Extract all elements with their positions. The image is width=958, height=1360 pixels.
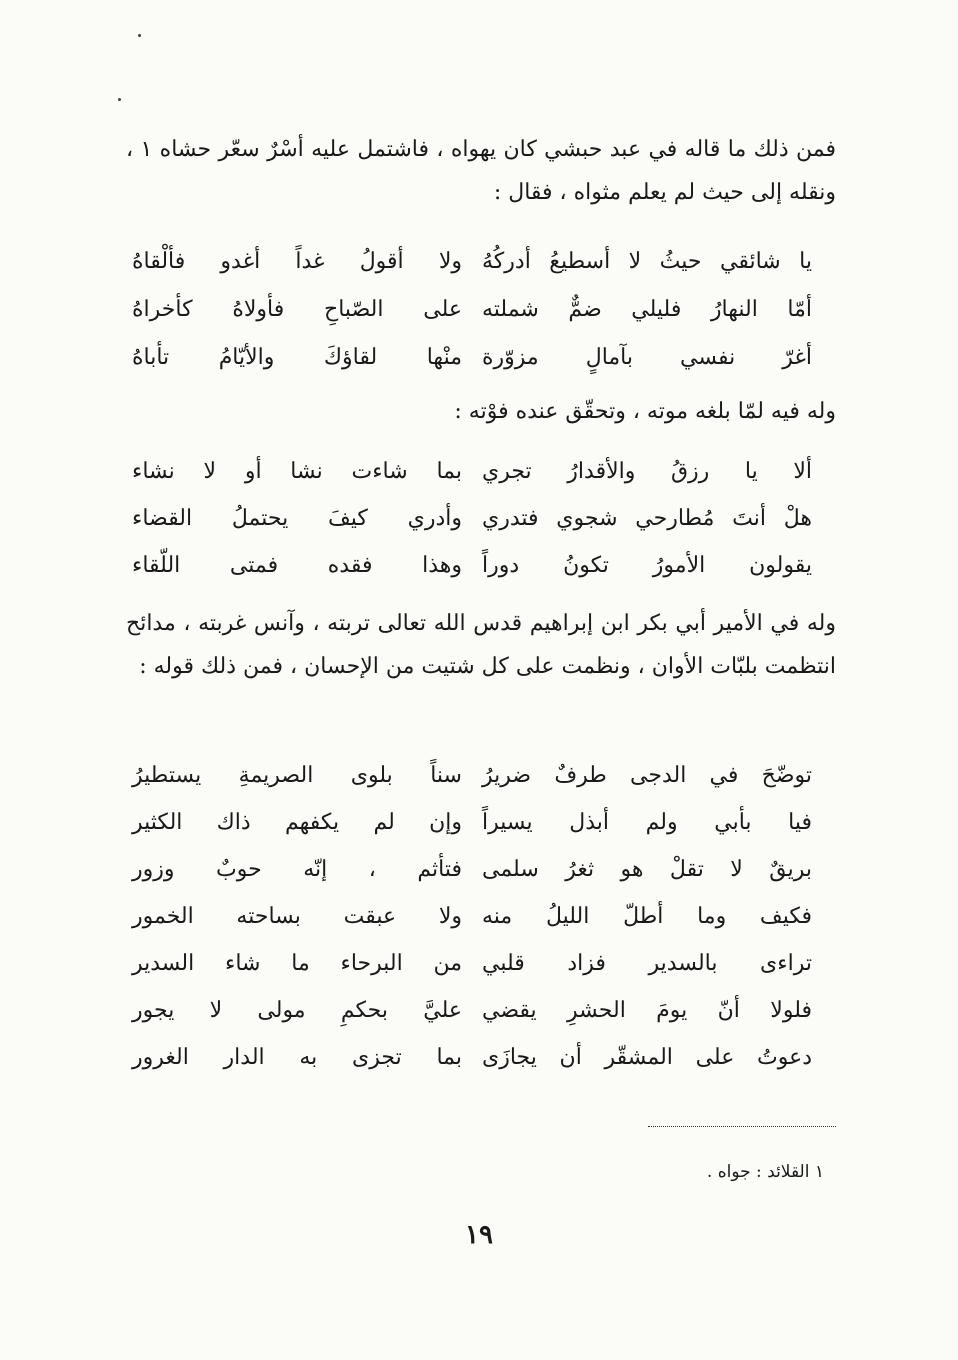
second-hemistich: عليَّ بحكمِ مولى لا يجور xyxy=(132,998,462,1023)
first-hemistich: ألا يا رزقُ والأقدارُ تجري xyxy=(482,459,812,484)
first-hemistich: بريقٌ لا تقلْ هو ثغرُ سلمى xyxy=(482,857,812,882)
first-hemistich: تراءى بالسدير فزاد قلبي xyxy=(482,951,812,976)
verse-line xyxy=(132,448,812,495)
first-hemistich: توضّحَ في الدجى طرفٌ ضريرُ xyxy=(482,763,812,788)
second-hemistich: منْها لقاؤكَ والأيّامُ تأباهُ xyxy=(132,345,462,370)
verse-line xyxy=(132,752,812,799)
second-hemistich: بما شاءت نشا أو لا نشاء xyxy=(132,459,462,484)
first-hemistich: دعوتُ على المشقّر أن يجازَى xyxy=(482,1045,812,1070)
first-hemistich: يقولون الأمورُ تكونُ دوراً xyxy=(482,553,812,578)
scan-speck xyxy=(138,34,141,37)
first-hemistich: فيا بأبي ولم أبذل يسيراً xyxy=(482,810,812,835)
footnote-divider xyxy=(648,1126,836,1127)
verse-line xyxy=(132,893,812,940)
first-hemistich: يا شائقي حيثُ لا أسطيعُ أدركُهُ xyxy=(482,249,812,274)
page-number: ١٩ xyxy=(465,1220,493,1250)
second-hemistich: سناً بلوى الصريمةِ يستطيرُ xyxy=(132,763,462,788)
intro-paragraph: فمن ذلك ما قاله في عبد حبشي كان يهواه ، فاشتمل عليه أسْرٌ سعّر حشاه ١ ، ونقله إلى حيث لم يعلم مثواه ، فقال : xyxy=(126,137,837,205)
verse-line xyxy=(132,495,812,542)
verse-line xyxy=(132,334,812,382)
verse-line xyxy=(132,846,812,893)
second-hemistich: وأدري كيفَ يحتملُ القضاء xyxy=(132,506,462,531)
second-hemistich: فتأثم ، إنّه حوبٌ وزور xyxy=(132,857,462,882)
verse-line xyxy=(132,940,812,987)
verse-line xyxy=(132,1034,812,1081)
second-hemistich: من البرحاء ما شاء السدير xyxy=(132,951,462,976)
scan-speck xyxy=(118,98,121,101)
first-hemistich: هلْ أنتَ مُطارحي شجوي فتدري xyxy=(482,506,812,531)
first-hemistich: أمّا النهارُ فليلي ضمٌّ شملته xyxy=(482,297,812,322)
praise-intro-paragraph: وله في الأمير أبي بكر ابن إبراهيم قدس الله تعالى تربته ، وآنس غربته ، مدائح انتظمت بلبّات الأوان ، ونظمت على كل شتيت من الإحسان ، فمن ذلك قوله : xyxy=(126,611,836,679)
verse-line xyxy=(132,987,812,1034)
first-hemistich: أغرّ نفسي بآمالٍ مزوّرة xyxy=(482,345,812,370)
first-hemistich: فكيف وما أطلّ الليلُ منه xyxy=(482,904,812,929)
poem-3 xyxy=(132,752,812,1081)
footnote: ١ القلائد : جواه . xyxy=(706,1162,824,1182)
second-hemistich: ولا عبقت بساحته الخمور xyxy=(132,904,462,929)
poem-2 xyxy=(132,448,812,589)
verse-line xyxy=(132,542,812,589)
verse-line xyxy=(132,238,812,286)
second-hemistich: ولا أقولُ غداً أغدو فألْقاهُ xyxy=(132,249,462,274)
first-hemistich: فلولا أنّ يومَ الحشرِ يقضي xyxy=(482,998,812,1023)
verse-line xyxy=(132,799,812,846)
elegy-intro-paragraph: وله فيه لمّا بلغه موته ، وتحقّق عنده فوْته : xyxy=(454,399,836,424)
second-hemistich: وإن لم يكفهم ذاك الكثير xyxy=(132,810,462,835)
second-hemistich: بما تجزى به الدار الغرور xyxy=(132,1045,462,1070)
second-hemistich: وهذا فقده فمتى اللّقاء xyxy=(132,553,462,578)
poem-1 xyxy=(132,238,812,382)
verse-line xyxy=(132,286,812,334)
second-hemistich: على الصّباحِ فأولاهُ كأخراهُ xyxy=(132,297,462,322)
